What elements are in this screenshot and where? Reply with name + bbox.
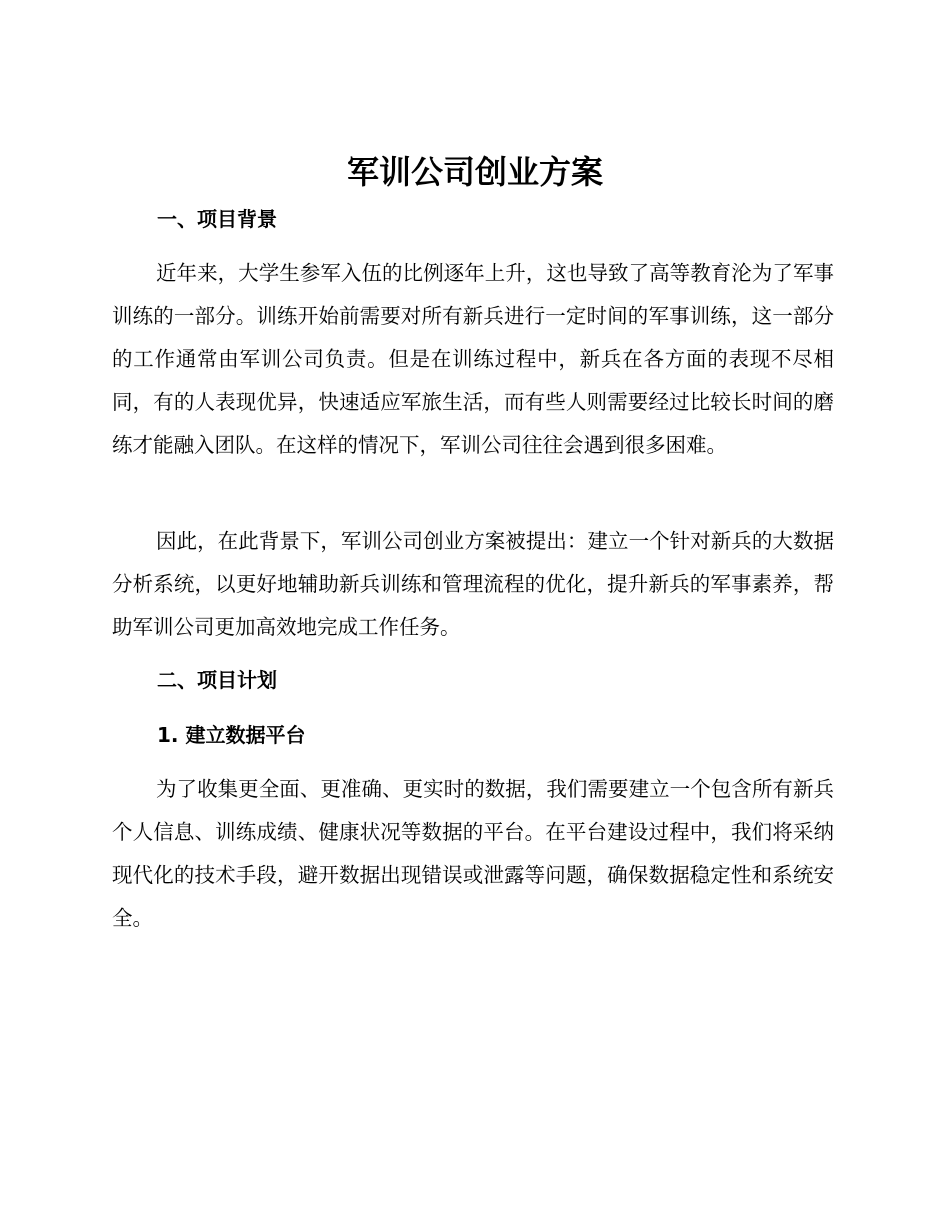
document-title: 军训公司创业方案 [346,153,603,191]
subsection-heading-data-platform: 1. 建立数据平台 [157,723,306,747]
paragraph-data-platform: 为了收集更全面、更准确、更实时的数据，我们需要建立一个包含所有新兵个人信息、训练成绩、健康状况等数据的平台。在平台建设过程中，我们将采纳现代化的技术手段，避开数据出现错误或泄露等问题，确保数据稳定性和系统安全。 [112,777,834,930]
section-heading-plan: 二、项目计划 [157,668,277,692]
section-heading-background: 一、项目背景 [157,207,277,231]
paragraph-background-1: 近年来，大学生参军入伍的比例逐年上升，这也导致了高等教育沦为了军事训练的一部分。训练开始前需要对所有新兵进行一定时间的军事训练，这一部分的工作通常由军训公司负责。但是在训练过程中，新兵在各方面的表现不尽相同，有的人表现优异，快速适应军旅生活，而有些人则需要经过比较长时间的磨练才能融入团队。在这样的情况下，军训公司往往会遇到很多困难。 [112,261,834,457]
paragraph-background-2: 因此，在此背景下，军训公司创业方案被提出：建立一个针对新兵的大数据分析系统，以更好地辅助新兵训练和管理流程的优化，提升新兵的军事素养，帮助军训公司更加高效地完成工作任务。 [112,529,834,639]
